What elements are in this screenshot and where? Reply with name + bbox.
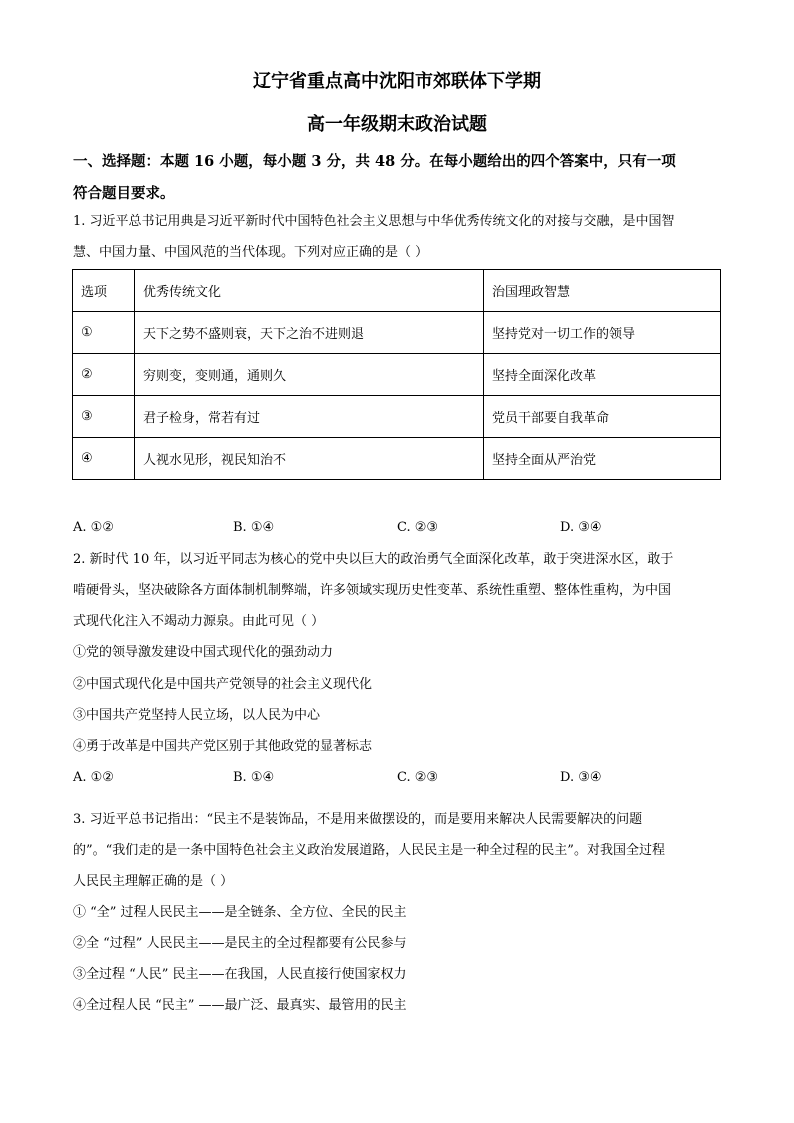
table-cell: 君子检身，常若有过 <box>135 396 484 438</box>
q2-statement-1: ①党的领导激发建设中国式现代化的强劲动力 <box>73 645 334 660</box>
choice-c: C. ②③ <box>397 520 439 535</box>
q3-statement-1: ① “全” 过程人民民主——是全链条、全方位、全民的民主 <box>73 905 407 920</box>
q3-statement-3: ③全过程 “人民” 民主——在我国，人民直接行使国家权力 <box>73 967 407 982</box>
table-header-cell: 治国理政智慧 <box>484 270 721 312</box>
choice-a: A. ①② <box>73 520 114 535</box>
q3-statement-2: ②全 “过程” 人民民主——是民主的全过程都要有公民参与 <box>73 936 407 951</box>
exam-title-line1: 辽宁省重点高中沈阳市郊联体下学期 <box>253 71 541 92</box>
q2-statement-3: ③中国共产党坚持人民立场，以人民为中心 <box>73 708 321 723</box>
q2-statement-2: ②中国式现代化是中国共产党领导的社会主义现代化 <box>73 677 373 692</box>
table-row <box>73 396 721 438</box>
table-cell: 坚持全面深化改革 <box>484 354 721 396</box>
choice-b: B. ①④ <box>233 770 275 785</box>
q2-stem-line2: 啃硬骨头，坚决破除各方面体制机制弊端，许多领域实现历史性变革、系统性重塑、整体性重构，为中国 <box>73 583 672 598</box>
section-heading-line2: 符合题目要求。 <box>73 185 175 202</box>
table-cell: ② <box>73 354 135 396</box>
table-cell: 人视水见形，视民知治不 <box>135 438 484 480</box>
q2-choices <box>73 768 733 788</box>
q2-stem-line3: 式现代化注入不竭动力源泉。由此可见（ ） <box>73 614 325 629</box>
q1-choices <box>73 518 733 538</box>
choice-c: C. ②③ <box>397 770 439 785</box>
table-header-cell: 优秀传统文化 <box>135 270 484 312</box>
table-cell: 坚持全面从严治党 <box>484 438 721 480</box>
exam-title-line2: 高一年级期末政治试题 <box>307 114 487 135</box>
table-row <box>73 438 721 480</box>
choice-d: D. ③④ <box>560 770 602 785</box>
q3-stem-line3: 人民民主理解正确的是（ ） <box>73 874 234 889</box>
q2-statement-4: ④勇于改革是中国共产党区别于其他政党的显著标志 <box>73 739 373 754</box>
table-cell: 穷则变，变则通，通则久 <box>135 354 484 396</box>
table-cell: 天下之势不盛则衰，天下之治不进则退 <box>135 312 484 354</box>
section-heading-line1: 一、选择题：本题 16 小题，每小题 3 分，共 48 分。在每小题给出的四个答案中，只有一项 <box>73 153 676 170</box>
q1-options-table <box>72 269 721 480</box>
q3-stem-line2: 的”。“我们走的是一条中国特色社会主义政治发展道路，人民民主是一种全过程的民主”。对我国全过程 <box>73 843 665 858</box>
choice-d: D. ③④ <box>560 520 602 535</box>
table-header-row <box>73 270 721 312</box>
q3-statement-4: ④全过程人民 “民主” ——最广泛、最真实、最管用的民主 <box>73 998 407 1013</box>
q1-stem-line1: 1. 习近平总书记用典是习近平新时代中国特色社会主义思想与中华优秀传统文化的对接与交融，是中国智 <box>73 214 675 229</box>
choice-b: B. ①④ <box>233 520 275 535</box>
table-cell: ③ <box>73 396 135 438</box>
table-cell: ④ <box>73 438 135 480</box>
table-cell: ① <box>73 312 135 354</box>
table-row <box>73 354 721 396</box>
q2-stem-line1: 2. 新时代 10 年，以习近平同志为核心的党中央以巨大的政治勇气全面深化改革，敢于突进深水区，敢于 <box>73 552 674 567</box>
section-instructions <box>73 146 733 210</box>
q3-stem-line1: 3. 习近平总书记指出：“民主不是装饰品，不是用来做摆设的，而是要用来解决人民需要解决的问题 <box>73 812 643 827</box>
table-row <box>73 312 721 354</box>
q1-stem-line2: 慧、中国力量、中国风范的当代体现。下列对应正确的是（ ） <box>73 245 429 260</box>
table-cell: 党员干部要自我革命 <box>484 396 721 438</box>
table-header-cell: 选项 <box>73 270 135 312</box>
table-cell: 坚持党对一切工作的领导 <box>484 312 721 354</box>
choice-a: A. ①② <box>73 770 114 785</box>
